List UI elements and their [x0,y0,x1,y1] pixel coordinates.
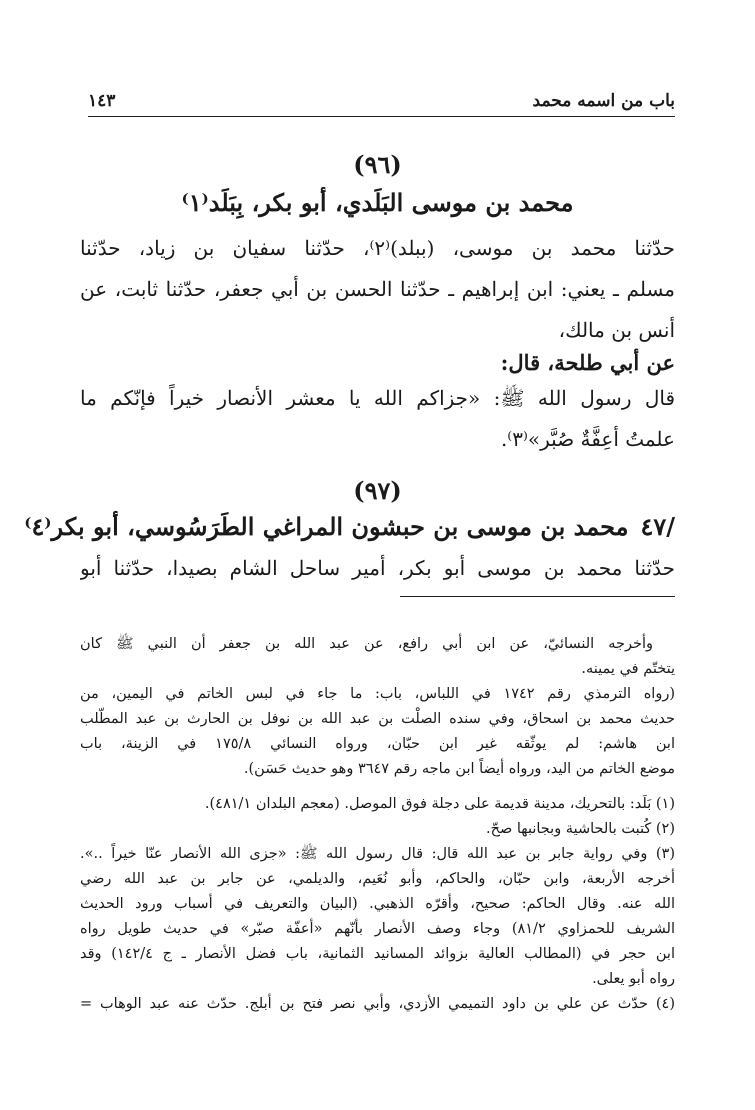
note-line: يتختّم في يمينه. [581,661,675,677]
text-line: حدّثنا محمد بن موسى أبو بكر، أمير ساحل الشام بصيدا، حدّثنا أبو [80,556,675,580]
page-number: ١٤٣ [88,91,116,111]
footnote-4: (٤) حدّث عن علي بن داود التميمي الأزدي، وأبي نصر فتح بن أبلج. حدّث عنه عبد الوهاب = [80,996,675,1012]
footnote-3: (٣) وفي رواية جابر بن عبد الله قال: قال رسول الله ﷺ: «جزى الله الأنصار عنّا خيراً ..». [80,846,675,862]
footnote-separator [400,596,675,597]
marginal-reference: /٤٧ [640,512,675,541]
entry-97-number: (٩٧) [353,476,402,505]
entry-97-title [24,512,675,541]
entry-97-isnad [80,548,675,589]
note-line: حديث محمد بن اسحاق، وفي سنده الصلْت بن عبد الله بن نوفل بن الحارث بن عبد المطّلب [80,711,675,727]
note-line: (رواه الترمذي رقم ١٧٤٢ في اللباس، باب: ما جاء في لبس الخاتم في اليمين، من [80,686,675,702]
entry-96-title: محمد بن موسى البَلَدي، أبو بكر، بِبَلَد⁽١⁾ [181,188,574,217]
text-line: حدّثنا محمد بن موسى، (ببلد)⁽٢⁾، حدّثنا سفيان بن زياد، حدّثنا [80,236,675,260]
footnotes [80,632,675,1017]
entry-96-number: (٩٦) [353,150,402,179]
entry-97-title-text: محمد بن موسى بن حبشون المراغي الطَرَسُوسي، أبو بكر⁽٤⁾ [24,512,629,541]
entry-96-subheading: عن أبي طلحة، قال: [500,350,675,375]
note-line: الشريف للحمزاوي ٨١/٢) وجاء وصف الأنصار بأنّهم «أعفّة صبّر» في حديث طويل رواه [80,921,675,937]
text-line: أنس بن مالك، [558,318,675,342]
entry-96-hadith [80,378,675,460]
chapter-title: باب من اسمه محمد [532,91,675,111]
running-header [88,86,675,117]
footnote-1: (١) بَلَد: بالتحريك، مدينة قديمة على دجلة فوق الموصل. (معجم البلدان ٤٨١/١). [204,796,675,812]
note-line: أخرجه الأربعة، وابن حبّان، والحاكم، وأبو نُعَيم، والديلمي، عن جابر بن عبد الله رضي [80,871,675,887]
footnote-2: (٢) كُتبت بالحاشية وبجانبها صحّ. [485,821,675,837]
note-line: ابن هاشم: لم يوثّقه غير ابن حبّان، ورواه النسائي ١٧٥/٨ في الزينة، باب [80,736,675,752]
text-line: قال رسول الله ﷺ: «جزاكم الله يا معشر الأنصار خيراً فإنّكم ما [80,386,675,410]
text-line: مسلم ـ يعني: ابن إبراهيم ـ حدّثنا الحسن بن أبي جعفر، حدّثنا ثابت، عن [80,277,675,301]
note-line: وأخرجه النسائيّ، عن ابن أبي رافع، عن عبد الله بن جعفر أن النبي ﷺ كان [80,636,653,652]
note-line: ابن حجر في (المطالب العالية بزوائد المسانيد الثمانية، باب فضل الأنصار ـ ج ١٤٢/٤) وقد [80,946,675,962]
text-line: علمتُ أعِفَّةٌ صُبَّر»⁽٣⁾. [500,427,675,451]
note-line: رواه أبو يعلى. [592,971,675,987]
entry-96-isnad [80,228,675,351]
note-line: الله عنه. وقال الحاكم: صحيح، وأقرّه الذهبي. (البيان والتعريف في أسباب ورود الحديث [80,896,675,912]
note-line: موضع الخاتم من اليد، ورواه أيضاً ابن ماجه رقم ٣٦٤٧ وهو حديث حَسَن). [243,761,675,777]
